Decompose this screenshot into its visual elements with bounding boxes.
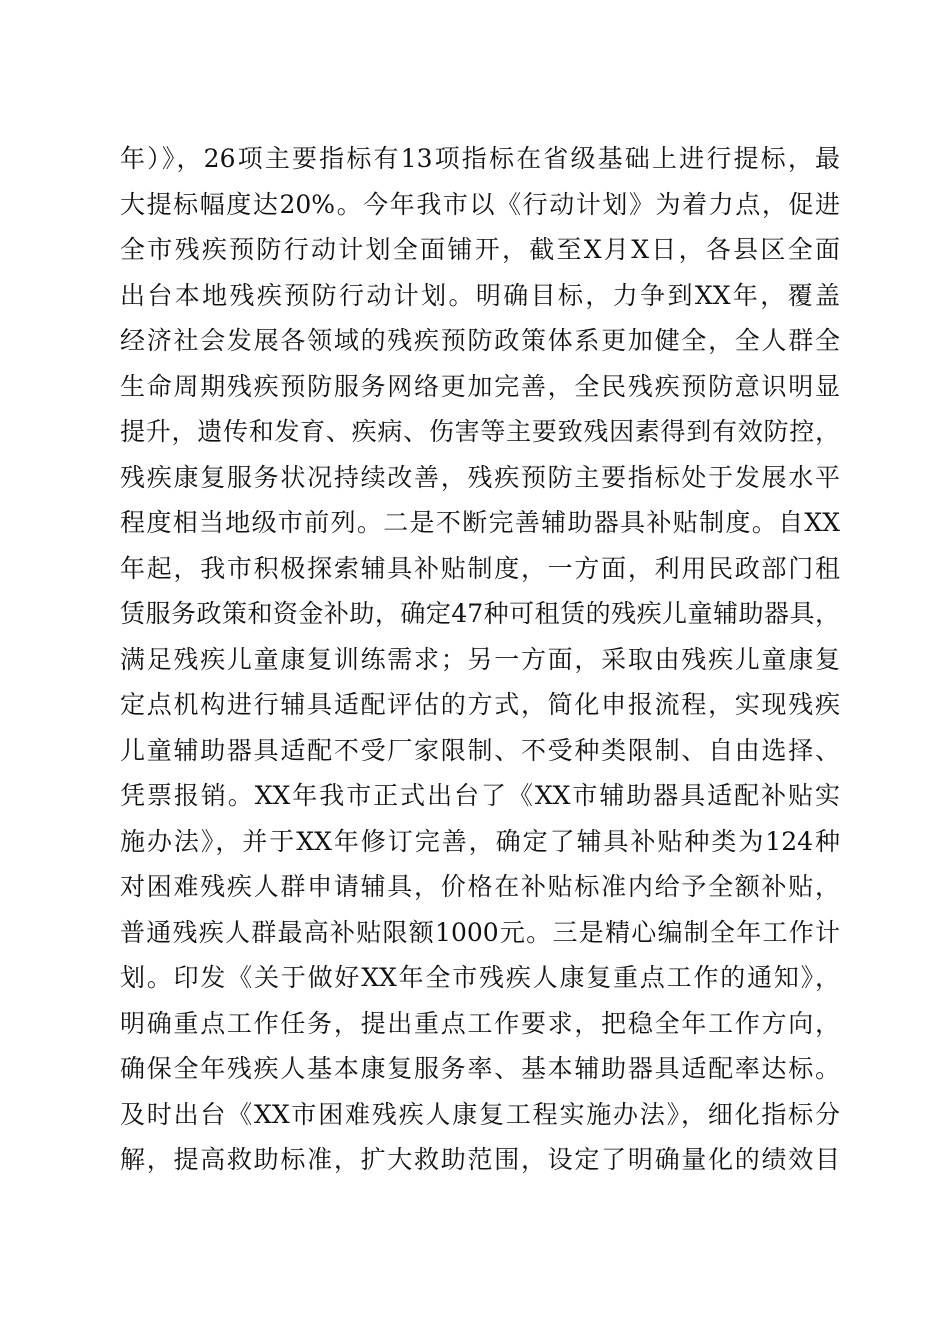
text-line: 满足残疾儿童康复训练需求；另一方面，采取由残疾儿童康复 [120,644,840,674]
text-line: 出台本地残疾预防行动计划。明确目标，力争到XX年，覆盖 [120,280,840,310]
text-line: 儿童辅助器具适配不受厂家限制、不受种类限制、自由选择、 [120,735,840,765]
text-line: 施办法》，并于XX年修订完善，确定了辅具补贴种类为124种 [120,826,840,856]
text-line: 对困难残疾人群申请辅具，价格在补贴标准内给予全额补贴， [120,872,840,901]
text-line: 经济社会发展各领域的残疾预防政策体系更加健全，全人群全 [120,326,840,355]
text-line: 年）》，26项主要指标有13项指标在省级基础上进行提标，最 [120,144,840,173]
text-line: 定点机构进行辅具适配评估的方式，简化申报流程，实现残疾 [120,690,840,719]
text-line: 全市残疾预防行动计划全面铺开，截至X月X日，各县区全面 [120,235,840,264]
text-line: 赁服务政策和资金补助，确定47种可租赁的残疾儿童辅助器具， [120,599,840,628]
text-line: 程度相当地级市前列。二是不断完善辅助器具补贴制度。自XX [120,508,840,537]
text-line: 普通残疾人群最高补贴限额1000元。三是精心编制全年工作计 [120,917,840,947]
text-line: 大提标幅度达20%。今年我市以《行动计划》为着力点，促进 [120,189,840,219]
body-paragraph [120,136,840,1183]
text-line: 划。印发《关于做好XX年全市残疾人康复重点工作的通知》， [120,963,840,992]
text-line: 年起，我市积极探索辅具补贴制度，一方面，利用民政部门租 [120,553,840,583]
text-line: 提升，遗传和发育、疾病、伤害等主要致残因素得到有效防控， [120,417,840,446]
text-line: 解，提高救助标准，扩大救助范围，设定了明确量化的绩效目 [120,1145,840,1174]
text-line: 凭票报销。XX年我市正式出台了《XX市辅助器具适配补贴实 [120,781,840,810]
text-line: 及时出台《XX市困难残疾人康复工程实施办法》，细化指标分 [120,1099,840,1129]
text-line: 残疾康复服务状况持续改善，残疾预防主要指标处于发展水平 [120,462,840,492]
text-line: 确保全年残疾人基本康复服务率、基本辅助器具适配率达标。 [120,1054,840,1083]
text-line: 生命周期残疾预防服务网络更加完善，全民残疾预防意识明显 [120,371,840,401]
text-line: 明确重点工作任务，提出重点工作要求，把稳全年工作方向， [120,1008,840,1038]
